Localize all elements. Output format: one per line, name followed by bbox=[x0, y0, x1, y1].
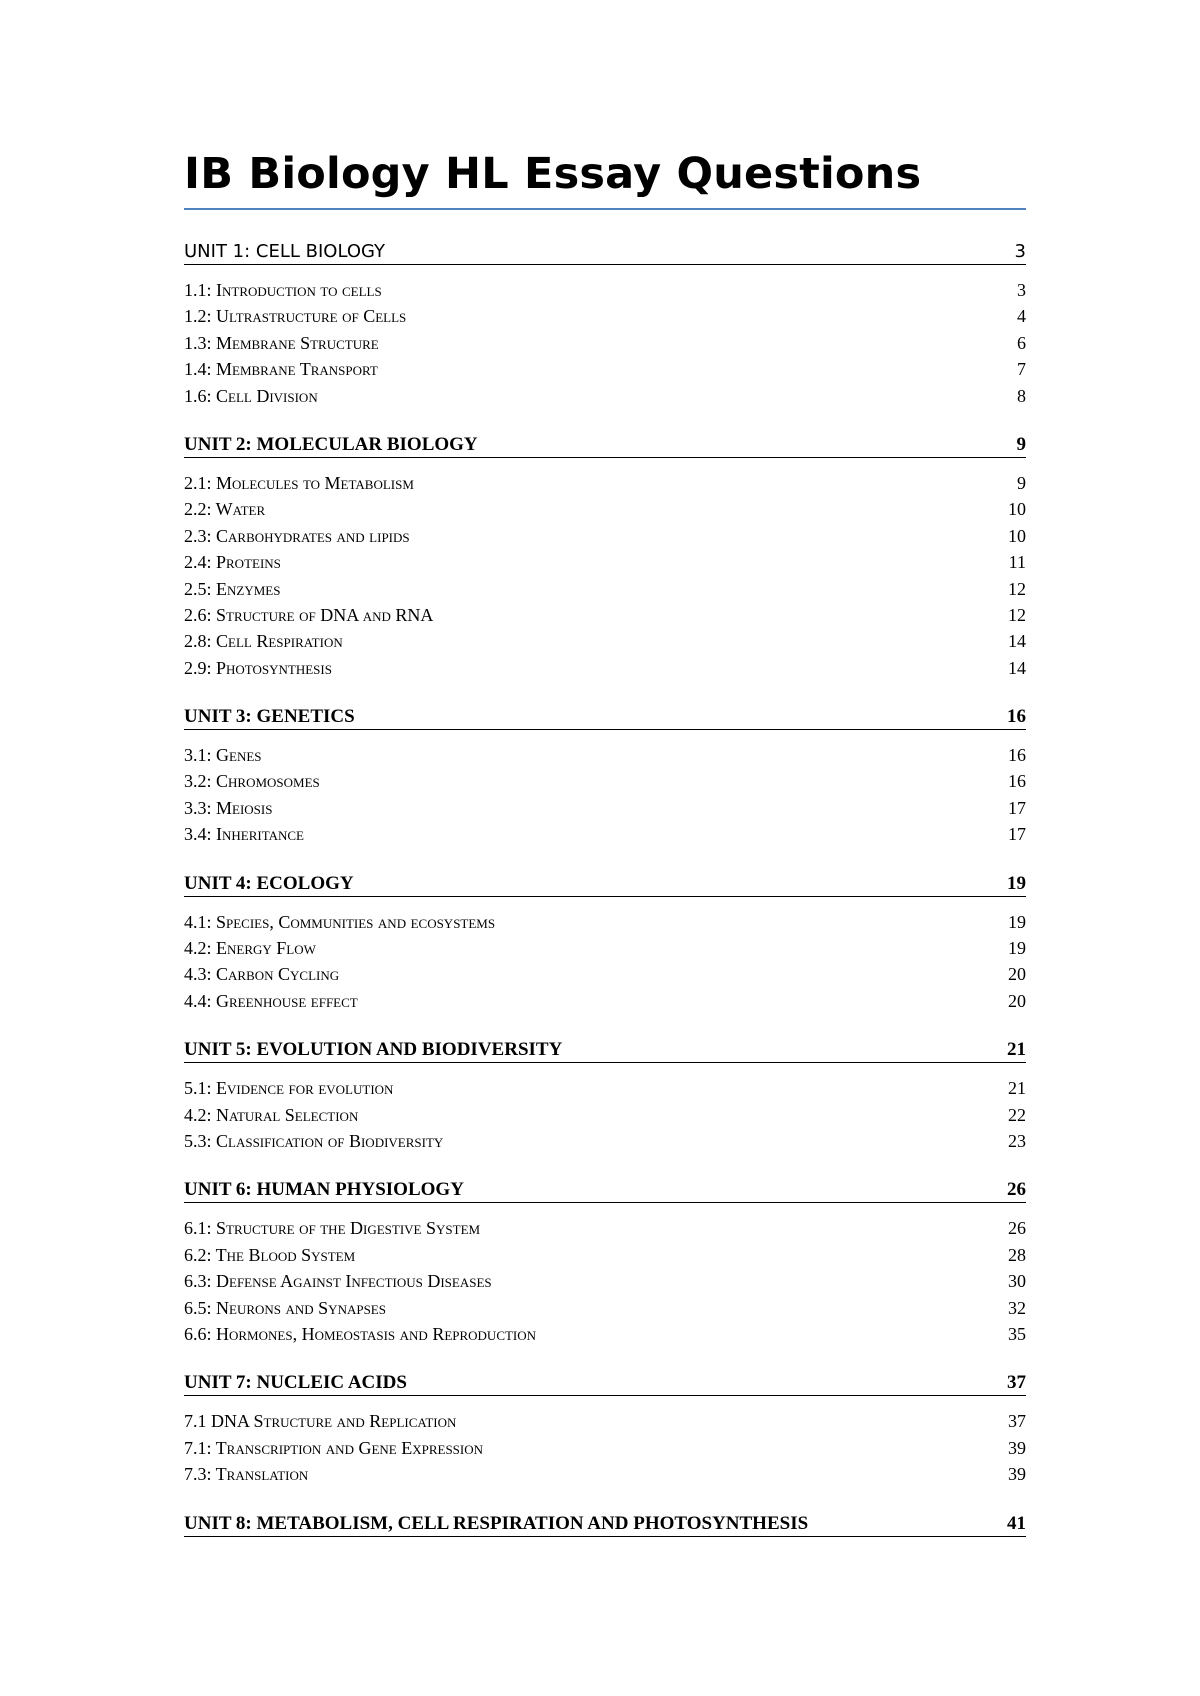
toc-section-link[interactable] bbox=[184, 383, 1026, 409]
toc-section-label: 2.4: Proteins bbox=[184, 552, 281, 573]
toc-section-link[interactable] bbox=[184, 655, 1026, 681]
toc-section-label: 2.3: Carbohydrates and lipids bbox=[184, 525, 410, 546]
toc-section-page-number: 20 bbox=[1008, 990, 1026, 1011]
toc-section-label: 3.2: Chromosomes bbox=[184, 771, 320, 792]
toc-unit-heading-link[interactable] bbox=[184, 1178, 1026, 1203]
toc-section-page-number: 20 bbox=[1008, 964, 1026, 985]
toc-section-page-number: 19 bbox=[1008, 938, 1026, 959]
toc-section-link[interactable] bbox=[184, 1408, 1026, 1434]
toc-unit bbox=[184, 240, 1026, 409]
toc-section-link[interactable] bbox=[184, 576, 1026, 602]
toc-unit bbox=[184, 433, 1026, 681]
toc-section-link[interactable] bbox=[184, 1461, 1026, 1487]
toc-section-page-number: 10 bbox=[1008, 499, 1026, 520]
toc-section-link[interactable] bbox=[184, 742, 1026, 768]
toc-unit-heading-link[interactable] bbox=[184, 433, 1026, 458]
toc-section-link[interactable] bbox=[184, 1435, 1026, 1461]
toc-section-page-number: 12 bbox=[1008, 604, 1026, 625]
toc-section-link[interactable] bbox=[184, 330, 1026, 356]
toc-section-link[interactable] bbox=[184, 768, 1026, 794]
toc-section-label: 7.3: Translation bbox=[184, 1464, 309, 1485]
toc-section-page-number: 4 bbox=[1017, 306, 1026, 327]
toc-section-page-number: 19 bbox=[1008, 911, 1026, 932]
toc-section-page-number: 21 bbox=[1008, 1078, 1026, 1099]
toc-unit bbox=[184, 1371, 1026, 1487]
toc-unit-page-number: 26 bbox=[1007, 1179, 1026, 1201]
table-of-contents bbox=[184, 240, 1026, 1537]
toc-section-link[interactable] bbox=[184, 1295, 1026, 1321]
document-page bbox=[184, 144, 1026, 1561]
toc-section-label: 6.1: Structure of the Digestive System bbox=[184, 1218, 481, 1239]
toc-section-page-number: 16 bbox=[1008, 745, 1026, 766]
toc-section-label: 7.1 DNA Structure and Replication bbox=[184, 1411, 457, 1432]
toc-section-page-number: 39 bbox=[1008, 1437, 1026, 1458]
toc-section-link[interactable] bbox=[184, 988, 1026, 1014]
toc-section-page-number: 37 bbox=[1008, 1411, 1026, 1432]
toc-section-page-number: 7 bbox=[1017, 359, 1026, 380]
toc-unit-heading-link[interactable] bbox=[184, 1371, 1026, 1396]
toc-section-link[interactable] bbox=[184, 961, 1026, 987]
toc-section-label: 6.6: Hormones, Homeostasis and Reproduction bbox=[184, 1323, 537, 1344]
toc-unit bbox=[184, 1038, 1026, 1154]
toc-section-page-number: 32 bbox=[1008, 1297, 1026, 1318]
toc-unit-heading-link[interactable] bbox=[184, 1512, 1026, 1537]
toc-section-label: 2.8: Cell Respiration bbox=[184, 631, 343, 652]
toc-section-page-number: 3 bbox=[1017, 280, 1026, 300]
toc-section-link[interactable] bbox=[184, 821, 1026, 847]
toc-unit-label: UNIT 4: ECOLOGY bbox=[184, 872, 354, 894]
toc-section-label: 2.6: Structure of DNA and RNA bbox=[184, 604, 434, 625]
toc-unit-heading-link[interactable] bbox=[184, 705, 1026, 730]
toc-section-link[interactable] bbox=[184, 470, 1026, 496]
toc-section-link[interactable] bbox=[184, 1102, 1026, 1128]
toc-section-page-number: 9 bbox=[1017, 472, 1026, 493]
toc-unit-page-number: 41 bbox=[1007, 1512, 1026, 1534]
toc-unit-label: UNIT 7: NUCLEIC ACIDS bbox=[184, 1372, 407, 1394]
toc-unit-label: UNIT 3: GENETICS bbox=[184, 706, 355, 728]
toc-section-link[interactable] bbox=[184, 1075, 1026, 1101]
toc-section-link[interactable] bbox=[184, 303, 1026, 329]
toc-section-link[interactable] bbox=[184, 795, 1026, 821]
toc-section-page-number: 14 bbox=[1008, 657, 1026, 678]
toc-section-label: 1.2: Ultrastructure of Cells bbox=[184, 306, 407, 327]
toc-section-label: 4.2: Natural Selection bbox=[184, 1104, 359, 1125]
document-title: IB Biology HL Essay Questions bbox=[184, 149, 922, 199]
toc-unit-label: UNIT 5: EVOLUTION AND BIODIVERSITY bbox=[184, 1039, 563, 1061]
toc-section-link[interactable] bbox=[184, 1268, 1026, 1294]
toc-section-page-number: 17 bbox=[1008, 797, 1026, 818]
toc-section-page-number: 26 bbox=[1008, 1218, 1026, 1239]
toc-section-label: 2.1: Molecules to Metabolism bbox=[184, 472, 414, 493]
toc-section-page-number: 35 bbox=[1008, 1323, 1026, 1344]
toc-section-page-number: 23 bbox=[1008, 1130, 1026, 1151]
toc-section-page-number: 6 bbox=[1017, 332, 1026, 353]
toc-unit bbox=[184, 705, 1026, 848]
toc-section-page-number: 28 bbox=[1008, 1244, 1026, 1265]
toc-section-page-number: 39 bbox=[1008, 1464, 1026, 1485]
toc-section-label: 4.4: Greenhouse effect bbox=[184, 990, 358, 1011]
toc-section-label: 4.2: Energy Flow bbox=[184, 938, 316, 959]
toc-section-page-number: 16 bbox=[1008, 771, 1026, 792]
toc-unit-label: UNIT 8: METABOLISM, CELL RESPIRATION AND PHOTOSYNTHESIS bbox=[184, 1512, 809, 1534]
toc-section-label: 6.3: Defense Against Infectious Diseases bbox=[184, 1271, 492, 1292]
toc-section-link[interactable] bbox=[184, 909, 1026, 935]
toc-section-page-number: 11 bbox=[1008, 552, 1026, 573]
toc-section-page-number: 14 bbox=[1008, 631, 1026, 652]
toc-unit-heading-link[interactable] bbox=[184, 240, 1026, 265]
toc-section-label: 7.1: Transcription and Gene Expression bbox=[184, 1437, 484, 1458]
toc-unit bbox=[184, 1178, 1026, 1347]
toc-unit-page-number: 37 bbox=[1007, 1372, 1026, 1394]
toc-unit-page-number: 16 bbox=[1007, 706, 1026, 728]
toc-section-label: 4.3: Carbon Cycling bbox=[184, 964, 340, 985]
toc-unit-page-number: 19 bbox=[1007, 872, 1026, 894]
toc-section-page-number: 30 bbox=[1008, 1271, 1026, 1292]
toc-section-page-number: 8 bbox=[1017, 385, 1026, 406]
toc-section-label: 1.1: Introduction to cells bbox=[184, 280, 382, 300]
toc-section-link[interactable] bbox=[184, 628, 1026, 654]
toc-section-link[interactable] bbox=[184, 602, 1026, 628]
toc-section-page-number: 12 bbox=[1008, 578, 1026, 599]
toc-section-link[interactable] bbox=[184, 356, 1026, 382]
toc-section-link[interactable] bbox=[184, 1242, 1026, 1268]
toc-section-label: 1.3: Membrane Structure bbox=[184, 332, 379, 353]
toc-section-page-number: 10 bbox=[1008, 525, 1026, 546]
toc-section-label: 2.2: Water bbox=[184, 499, 266, 520]
toc-unit-label: UNIT 2: MOLECULAR BIOLOGY bbox=[184, 433, 478, 455]
toc-section-link[interactable] bbox=[184, 1128, 1026, 1154]
toc-section-label: 3.3: Meiosis bbox=[184, 797, 273, 818]
toc-section-label: 5.1: Evidence for evolution bbox=[184, 1078, 394, 1099]
toc-section-label: 3.4: Inheritance bbox=[184, 824, 305, 845]
toc-section-label: 6.5: Neurons and Synapses bbox=[184, 1297, 386, 1318]
toc-unit-page-number: 21 bbox=[1007, 1039, 1026, 1061]
toc-unit-heading-link[interactable] bbox=[184, 872, 1026, 897]
toc-section-label: 2.9: Photosynthesis bbox=[184, 657, 332, 678]
toc-section-link[interactable] bbox=[184, 496, 1026, 522]
toc-unit-page-number: 3 bbox=[1014, 241, 1026, 262]
toc-section-link[interactable] bbox=[184, 935, 1026, 961]
toc-unit bbox=[184, 1512, 1026, 1537]
toc-unit bbox=[184, 872, 1026, 1015]
toc-section-link[interactable] bbox=[184, 277, 1026, 303]
toc-unit-label: UNIT 6: HUMAN PHYSIOLOGY bbox=[184, 1179, 464, 1201]
toc-section-page-number: 22 bbox=[1008, 1104, 1026, 1125]
toc-section-link[interactable] bbox=[184, 1321, 1026, 1347]
toc-section-label: 3.1: Genes bbox=[184, 745, 262, 766]
toc-section-label: 1.6: Cell Division bbox=[184, 385, 318, 406]
title-underline bbox=[184, 208, 1026, 210]
toc-section-label: 6.2: The Blood System bbox=[184, 1244, 356, 1265]
toc-section-page-number: 17 bbox=[1008, 824, 1026, 845]
toc-unit-label: UNIT 1: CELL BIOLOGY bbox=[184, 241, 386, 262]
toc-section-link[interactable] bbox=[184, 523, 1026, 549]
toc-section-label: 2.5: Enzymes bbox=[184, 578, 281, 599]
toc-unit-page-number: 9 bbox=[1016, 433, 1026, 455]
toc-section-label: 4.1: Species, Communities and ecosystems bbox=[184, 911, 496, 932]
toc-section-link[interactable] bbox=[184, 1215, 1026, 1241]
toc-section-label: 1.4: Membrane Transport bbox=[184, 359, 378, 380]
toc-section-link[interactable] bbox=[184, 549, 1026, 575]
toc-section-label: 5.3: Classification of Biodiversity bbox=[184, 1130, 444, 1151]
toc-unit-heading-link[interactable] bbox=[184, 1038, 1026, 1063]
